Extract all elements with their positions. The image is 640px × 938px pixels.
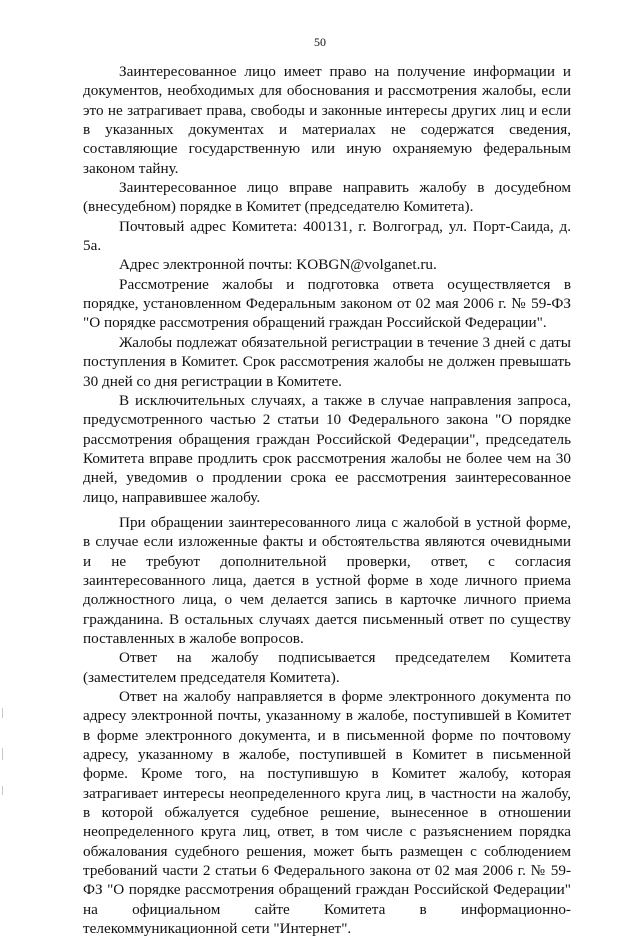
scan-artifact — [2, 708, 3, 718]
paragraph-complaint-right: Заинтересованное лицо вправе направить жалобу в досудебном (внесудебном) порядке в Комитет (председателю Комитета). — [83, 179, 571, 216]
paragraph-registration-terms: Жалобы подлежат обязательной регистрации в течение 3 дней с даты поступления в Комитет. Срок рассмотрения жалобы не должен превышать 30 дней со дня регистрации в Комитете. — [83, 333, 571, 390]
paragraph-term-extension: В исключительных случаях, а также в случае направления запроса, предусмотренного частью 2 статьи 10 Федерального закона "О порядке рассмотрения обращения граждан Российской Федерации", председатель Комитета вправе продлить срок рассмотрения жалобы не более чем на 30 дней, уведомив о продлении срока ее рассмотрения заинтересованное лицо, направившее жалобу. — [83, 391, 571, 506]
paragraph-email-address: Адрес электронной почты: KOBGN@volganet.ru. — [119, 256, 437, 274]
paragraph-postal-address: Почтовый адрес Комитета: 400131, г. Волгоград, ул. Порт-Саида, д. 5а. — [83, 217, 571, 255]
scan-artifact — [2, 786, 3, 795]
paragraph-oral-complaint: При обращении заинтересованного лица с жалобой в устной форме, в случае если изложенные факты и обстоятельства являются очевидными и не требуют дополнительной проверки, ответ, с согласия заинтересованного лица, дается в устной форме в ходе личного приема должностного лица, о чем делается запись в карточке личного приема гражданина. В остальных случаях дается письменный ответ по существу поставленных в жалобе вопросов. — [83, 513, 571, 647]
scan-artifact — [2, 748, 3, 760]
paragraph-information-rights: Заинтересованное лицо имеет право на получение информации и документов, необходимых для обоснования и рассмотрения жалобы, если это не затрагивает права, свободы и законные интересы других лиц и если в указанных документах и материалах не содержатся сведения, составляющие государственную или иную охраняемую федеральным законом тайну. — [83, 63, 571, 177]
paragraph-answer-signature: Ответ на жалобу подписывается председателем Комитета (заместителем председателя Комитета). — [83, 649, 571, 686]
page-number: 50 — [314, 35, 326, 49]
paragraph-review-procedure: Рассмотрение жалобы и подготовка ответа осуществляется в порядке, установленном Федеральным законом от 02 мая 2006 г. № 59-ФЗ "О порядке рассмотрения обращений граждан Российской Федерации". — [83, 275, 571, 332]
document-body — [83, 62, 571, 938]
paragraph-answer-delivery: Ответ на жалобу направляется в форме электронного документа по адресу электронной почты, указанному в жалобе, поступившей в Комитет в форме электронного документа, и в письменной форме по почтовому адресу, указанному в жалобе, поступившей в Комитет в письменной форме. Кроме того, на поступившую в Комитет жалобу, которая затрагивает интересы неопределенного круга лиц, в частности на жалобу, в которой обжалуется судебное решение, вынесенное в отношении неопределенного круга лиц, ответ, в том числе с разъяснением порядка обжалования судебного решения, может быть размещен с соблюдением требований части 2 статьи 6 Федерального закона от 02 мая 2006 г. № 59-ФЗ "О порядке рассмотрения обращений граждан Российской Федерации" на официальном сайте Комитета в информационно-телекоммуникационной сети "Интернет". — [83, 688, 571, 938]
